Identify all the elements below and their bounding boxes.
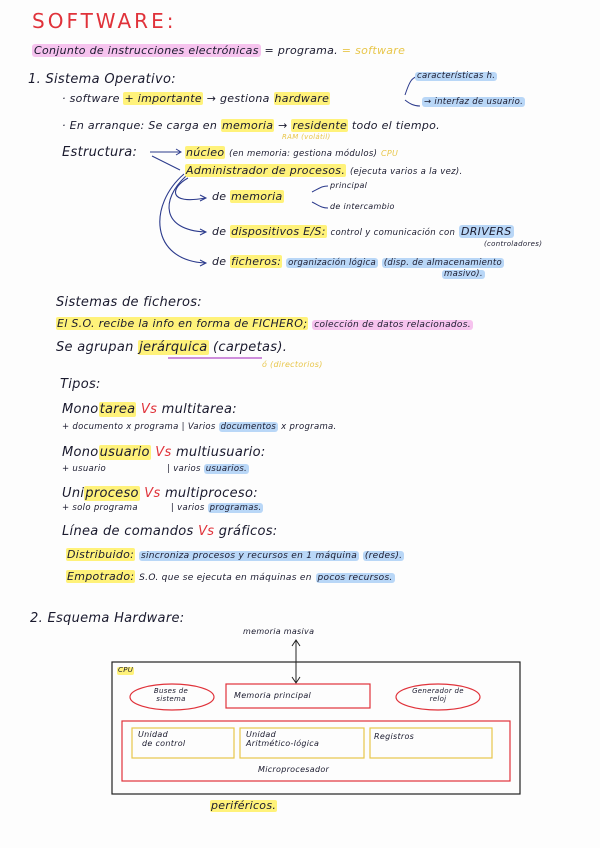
section-1-number: 1. — [28, 72, 42, 87]
monotarea-detail — [62, 423, 337, 432]
tipo-linea-comandos — [62, 525, 278, 539]
sistemas-ficheros-heading: Sistemas de ficheros: — [56, 295, 202, 310]
page-title: SOFTWARE: — [32, 9, 177, 33]
tipos-heading: Tipos: — [60, 377, 101, 392]
tipo-distribuido — [66, 549, 404, 562]
ual-line-1: Unidad — [246, 730, 277, 739]
side-note-caracteristicas: características h. — [417, 71, 496, 81]
section-2-title: Esquema Hardware: — [47, 611, 185, 626]
tipo-monotarea — [62, 403, 237, 417]
nucleo-line — [185, 147, 398, 159]
so-line-1 — [62, 93, 330, 105]
intro-equals-programa: = programa. — [264, 44, 338, 57]
generador-reloj-label — [408, 688, 468, 703]
admin-procesos-term: Administrador de procesos. — [186, 164, 346, 177]
monotarea-desc: + documento x programa — [62, 422, 179, 432]
distribuido-term: Distribuido: — [67, 548, 135, 561]
microprocesador-label: Microprocesador — [258, 765, 330, 774]
empotrado-term: Empotrado: — [67, 570, 135, 583]
memoria-term: memoria — [231, 190, 283, 203]
tipo-uniproceso — [62, 487, 258, 501]
memoria-de: de — [212, 190, 227, 203]
intro-equals-software: = software — [341, 44, 406, 57]
buses-line-1: Buses de — [153, 687, 189, 695]
empotrado-desc: S.O. que se ejecuta en máquinas en — [139, 573, 312, 583]
intro-line — [32, 45, 405, 57]
usuarios-term: usuarios. — [205, 464, 248, 474]
varios-text-3: varios — [177, 503, 205, 513]
uc-line-2: de control — [142, 738, 186, 748]
admin-description: (ejecuta varios a la vez). — [349, 167, 463, 177]
disp-de: de — [212, 225, 227, 238]
buses-sistema-label — [145, 688, 197, 703]
tipo-monousuario — [62, 446, 266, 460]
so-line-2 — [62, 120, 440, 132]
cpu-note: CPU — [381, 149, 399, 158]
distribuido-desc: sincroniza procesos y recursos en 1 máquina — [140, 551, 358, 561]
vs-label-3: Vs — [144, 486, 161, 501]
sf-coleccion: colección de datos relacionados. — [314, 320, 471, 330]
separator: | — [181, 422, 185, 432]
monousuario-desc: + usuario — [62, 464, 106, 474]
tipo-empotrado — [66, 571, 395, 584]
memoria-principal-note: principal — [330, 181, 368, 190]
section-2-number: 2. — [30, 611, 44, 626]
so-hardware: hardware — [274, 92, 330, 105]
ram-note: RAM (volátil) — [282, 133, 331, 141]
multiproceso-term: multiproceso: — [164, 486, 258, 501]
sf-agrupan: Se agrupan — [56, 340, 134, 355]
linea-comandos-term: Línea de comandos — [62, 524, 194, 539]
section-1-heading — [28, 73, 176, 87]
fich-de: de — [212, 255, 227, 268]
sf-jerarquica: jerárquica — [139, 340, 208, 355]
dispositivos-term: dispositivos E/S: — [231, 225, 326, 238]
separator-2: | — [167, 464, 171, 474]
graficos-term: gráficos: — [218, 524, 278, 539]
mono-prefix-2: Mono — [62, 445, 99, 460]
so-todo-tiempo: todo el tiempo. — [351, 119, 440, 132]
memoria-principal-box-label: Memoria principal — [234, 691, 312, 700]
generador-line-1: Generador de — [412, 687, 464, 695]
nucleo-term: núcleo — [186, 146, 225, 159]
disp-almacenamiento: (disp. de almacenamiento — [383, 258, 502, 268]
varios-text: Varios — [187, 422, 216, 432]
multiusuario-term: multiusuario: — [175, 445, 266, 460]
so-software: · software — [62, 92, 120, 105]
vs-label: Vs — [140, 402, 158, 417]
interfaz-usuario-text: → interfaz de usuario. — [424, 97, 524, 107]
registros-label: Registros — [374, 732, 415, 741]
side-note-interfaz — [422, 98, 525, 107]
section-1-title: Sistema Operativo: — [45, 72, 176, 87]
buses-line-2: sistema — [156, 694, 186, 703]
ficheros-term: ficheros: — [231, 255, 282, 268]
admin-memoria-line — [212, 191, 284, 203]
directorios-note: ó (directorios) — [262, 360, 323, 369]
so-gestiona: → gestiona — [206, 92, 270, 105]
memoria-intercambio-note: de intercambio — [330, 202, 395, 211]
pocos-recursos: pocos recursos. — [317, 573, 393, 583]
section-2-heading — [30, 612, 184, 626]
controladores-note: (controladores) — [484, 240, 543, 248]
generador-line-2: reloj — [429, 694, 447, 703]
varios-text-2: varios — [173, 464, 201, 474]
so-residente: residente — [292, 119, 348, 132]
memoria-masiva-label: memoria masiva — [243, 627, 315, 636]
x-programa-text: x programa. — [281, 422, 337, 432]
vs-label-4: Vs — [198, 524, 215, 539]
cpu-label: CPU — [118, 666, 134, 674]
unidad-control-label — [138, 731, 185, 749]
so-arranque: · En arranque: Se carga en — [62, 119, 218, 132]
mono-prefix: Mono — [62, 402, 99, 417]
sf-line-1 — [56, 318, 473, 331]
monousuario-detail — [62, 465, 249, 474]
nucleo-description: (en memoria: gestiona módulos) — [229, 149, 378, 159]
sf-recibe-info: El S.O. recibe la info en forma de FICHERO; — [57, 317, 308, 330]
tarea-term: tarea — [99, 402, 136, 417]
vs-label-2: Vs — [155, 445, 172, 460]
usuario-term: usuario — [99, 445, 150, 460]
so-arrow: → — [278, 119, 288, 132]
programas-term: programas. — [209, 503, 262, 513]
masivo-note: masivo). — [444, 269, 483, 279]
redes-note: (redes). — [364, 551, 403, 561]
organizacion-logica: organización lógica — [288, 258, 377, 268]
disp-control: control y comunicación con — [330, 228, 456, 238]
documentos-term: documentos — [220, 422, 277, 432]
software-definition: Conjunto de instrucciones electrónicas — [34, 44, 259, 57]
ual-line-2: Aritmético-lógica — [246, 738, 320, 748]
multitarea-term: multitarea: — [161, 402, 237, 417]
unidad-aritmetico-label — [246, 731, 319, 749]
admin-line — [185, 165, 463, 177]
estructura-label: Estructura: — [62, 145, 138, 160]
uc-line-1: Unidad — [138, 730, 169, 739]
proceso-term: proceso — [85, 486, 139, 501]
uni-prefix: Uni — [62, 486, 85, 501]
drivers-term: DRIVERS — [460, 225, 512, 238]
uniproceso-desc: + solo programa — [62, 503, 138, 513]
uniproceso-detail — [62, 504, 263, 513]
separator-3: | — [170, 503, 175, 513]
sf-carpetas: (carpetas). — [213, 340, 288, 355]
perifericos-label: periféricos. — [211, 799, 277, 812]
sf-line-2 — [56, 341, 287, 355]
so-importante: + importante — [124, 92, 202, 105]
so-memoria: memoria — [221, 119, 274, 132]
admin-dispositivos-line — [212, 226, 514, 238]
admin-ficheros-line — [212, 256, 504, 268]
